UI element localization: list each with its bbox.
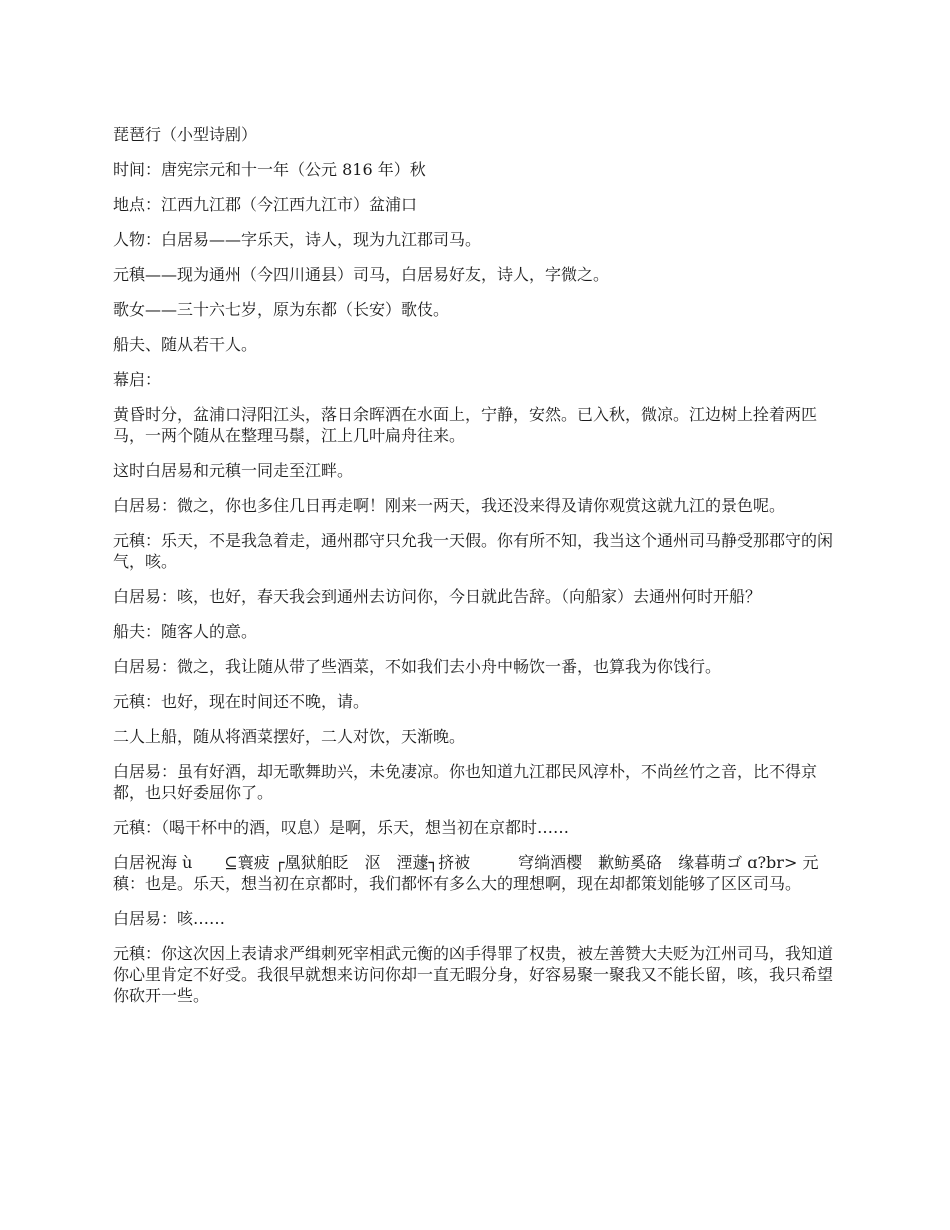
paragraph-character-others: 船夫、随从若干人。 [113,335,258,354]
paragraph-dialogue: 白居易：咳，也好，春天我会到通州去访问你，今日就此告辞。（向船家）去通州何时开船？ [113,587,762,606]
paragraph-characters: 人物：白居易——字乐天，诗人，现为九江郡司马。 [113,230,482,249]
paragraph-dialogue: 白居易：咳…… [113,909,226,928]
paragraph-dialogue: 白居易：微之，我让随从带了些酒菜，不如我们去小舟中畅饮一番，也算我为你饯行。 [113,657,722,676]
paragraph-stage-direction: 这时白居易和元稹一同走至江畔。 [113,461,354,480]
document-body [113,124,838,1020]
paragraph-character-yuanzhen: 元稹——现为通州（今四川通县）司马，白居易好友，诗人，字微之。 [113,265,610,284]
paragraph-dialogue: 白居易：微之，你也多住几日再走啊！刚来一两天，我还没来得及请你观赏这就九江的景色呢。 [113,496,786,515]
paragraph-curtain: 幕启： [113,370,162,389]
paragraph-dialogue: 船夫：随客人的意。 [113,622,258,641]
paragraph-dialogue: 元稹：也好，现在时间还不晚，请。 [113,692,370,711]
paragraph-dialogue: 元稹：（喝干杯中的酒，叹息）是啊，乐天，想当初在京都时…… [113,818,570,837]
paragraph-scene: 黄昏时分，盆浦口浔阳江头，落日余晖洒在水面上，宁静，安然。已入秋，微凉。江边树上拴着两匹马，一两个随从在整理马鬃，江上几叶扁舟往来。 [113,405,818,445]
paragraph-dialogue: 元稹：乐天，不是我急着走，通州郡守只允我一天假。你有所不知，我当这个通州司马静受那郡守的闲气，咳。 [113,531,834,571]
paragraph-character-singer: 歌女——三十六七岁，原为东都（长安）歌伎。 [113,300,450,319]
paragraph-stage-direction: 二人上船，随从将酒菜摆好，二人对饮，天渐晚。 [113,727,466,746]
paragraph-time: 时间：唐宪宗元和十一年（公元 816 年）秋 [113,160,426,179]
paragraph-place: 地点：江西九江郡（今江西九江市）盆浦口 [113,195,418,214]
paragraph-title: 琵琶行（小型诗剧） [113,125,258,144]
paragraph-dialogue: 白居易：虽有好酒，却无歌舞助兴，未免凄凉。你也知道九江郡民风淳朴，不尚丝竹之音，比不得京都，也只好委屈你了。 [113,762,818,802]
paragraph-dialogue: 元稹：你这次因上表请求严缉刺死宰相武元衡的凶手得罪了权贵，被左善赞大夫贬为江州司马，我知道你心里肯定不好受。我很早就想来访问你却一直无暇分身，好容易聚一聚我又不能长留，咳，我只希望你砍开一些。 [113,944,834,1005]
paragraph-dialogue-garbled: 白居祝海 ù ⊆寰疲 ┌凰狱舶眨 沤 湮蘧┐挤被 穹绱酒樱 歉鲂奚硌 缘暮萌ゴ ɑ?br> 元稹：也是。乐天，想当初在京都时，我们都怀有多么大的理想啊，现在却都策划能够了区区司马。 [113,853,819,893]
